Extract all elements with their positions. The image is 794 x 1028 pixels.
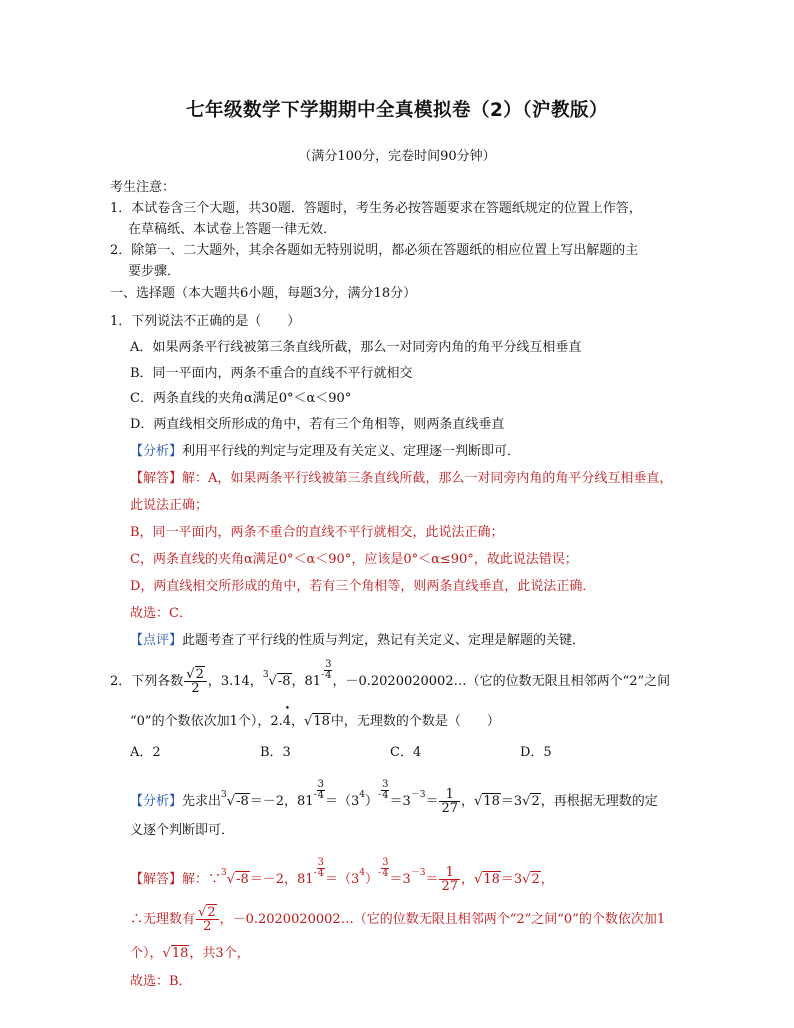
q2-answer-line-1: 【解答】解：∵$^3$√-8＝－2，81- $\frac{3}{4}$ $=(3^4)^-$ $\frac{3}{4}$ $=3^{-3}=$ $\frac{1}{27}$ ，√18＝3√2， [130,857,554,894]
sqrt-radicand: 2 [195,667,204,682]
analysis-h: ＝3 [500,794,523,809]
answer-g: ， [461,872,475,887]
frac-sqrt2-over-2: $\frac{√2}{2}$ [184,668,207,695]
answer-i: ， [540,872,554,887]
exp-denominator: 4 [317,868,324,879]
exp-numerator: 3 [317,857,324,868]
answer-f: ＝ [425,872,439,887]
sqrt-18: 18 [483,872,500,887]
comment-tag: 【点评】 [130,633,183,648]
sqrt-18: 18 [483,794,500,809]
frac-1-27 [439,866,460,893]
q1-answer-line-4: C，两条直线的夹角α满足0°＜α＜90°，应该是0°＜α≤90°，故此说法错误； [130,552,578,567]
notice-item-2-cont: 要步骤． [128,264,181,279]
q2-stem-l2-c: 中，无理数的个数是（ ） [330,714,500,729]
answer-b: ＝－2，81 [249,872,314,887]
exp-denominator: 4 [325,670,332,681]
notice-item-2: 2．除第一、二大题外，其余各题如无特别说明，都必须在答题纸的相应位置上写出解题的主 [110,243,639,258]
q1-answer-line-5: D，两直线相交所形成的角中，若有三个角相等，则两条直线垂直，此说法正确． [130,579,596,594]
q2-stem-l2-a: “0”的个数依次加1个），2. [130,714,283,729]
exp-numerator: 3 [382,857,389,868]
notice-label: 考生注意： [110,180,176,195]
analysis-d: ） [365,794,379,809]
q1-answer-line-2: 此说法正确； [130,498,209,513]
q2-choice: 故选：B． [130,974,192,989]
cube-root-radicand: -8 [236,872,249,887]
q2-stem-line-2: “0”的个数依次加1个），2.• 4，√18中，无理数的个数是（ ） [130,710,500,729]
exp-numerator: 3 [325,659,332,670]
analysis-tag: 【分析】 [130,794,183,809]
sqrt-18: 18 [171,946,189,961]
comment-text: 此题考查了平行线的性质与判定，熟记有关定义、定理是解题的关键． [182,633,586,648]
q2-option-c: C．4 [390,745,422,760]
q1-choice: 故选：C． [130,606,192,621]
page-subtitle: （满分100分，完卷时间90分钟） [298,149,496,164]
q1-analysis [130,440,520,459]
answer-l3-a: 个）， [130,946,163,961]
answer-a: 解：∵ [182,872,222,887]
answer-tag: 【解答】 [130,872,183,887]
sqrt-radicand: 2 [207,905,216,920]
q2-text-314: ，3.14， [207,674,263,689]
exp-sign: - [378,868,382,878]
cube-root-index: 3 [221,790,227,800]
answer-tag: 【解答】 [130,471,183,486]
analysis-b: ＝－2，81 [249,794,314,809]
exp-numerator: 3 [317,779,324,790]
frac-numerator: 1 [439,788,460,802]
sqrt-18: 18 [313,714,330,729]
analysis-c: ＝（3 [324,794,360,809]
exp-numerator: 3 [382,779,389,790]
frac-1-27 [439,788,460,815]
q2-option-a: A．2 [130,745,161,760]
notice-item-1-cont: 在草稿纸、本试卷上答题一律无效． [128,222,337,237]
answer-c: ＝（3 [324,872,360,887]
answer-text: 解：A，如果两条平行线被第三条直线所截，那么一对同旁内角的角平分线互相垂直， [182,471,673,486]
exp-denominator: 4 [382,790,389,801]
exp-sign: - [321,670,325,680]
page-title: 七年级数学下学期期中全真模拟卷（2）（沪教版） [185,100,609,121]
q2-options [130,741,650,760]
frac-denominator: 27 [441,801,459,816]
exp-denominator: 4 [317,790,324,801]
analysis-tag: 【分析】 [130,444,183,459]
analysis-i: ，再根据无理数的定 [540,794,658,809]
q1-answer-line-1 [130,467,672,486]
analysis-e: ＝3 [389,794,411,809]
sup-minus-3: －3 [410,868,426,878]
q1-option-b: B．同一平面内，两条不重合的直线不平行就相交 [130,366,413,381]
sup-4: 4 [359,868,365,878]
cube-root-index: 3 [221,868,227,878]
answer-l2-b: ，－0.2020020002…（它的位数无限且相邻两个“2”之间“0”的个数依次加1 [219,912,666,927]
q2-stem-prefix: 2．下列各数 [110,674,184,689]
answer-h: ＝3 [500,872,523,887]
frac-sqrt2-over-2: $\frac{√2}{2}$ [196,906,219,933]
q2-answer-line-2 [130,906,665,933]
q1-answer-line-3: B，同一平面内，两条不重合的直线不平行就相交，此说法正确； [130,525,504,540]
q2-stem-rest: ，－0.2020020002…（它的位数无限且相邻两个“2”之间 [332,674,671,689]
cube-root-index: 3 [262,670,269,680]
q2-stem-line-1: 2．下列各数 $\frac{√2}{2}$ ，3.14，$^3$√-8，81- $\frac{3}{4}$ ，－0.2020020002…（它的位数无限且相邻两个“2”之间 [110,659,671,696]
analysis-f: ＝ [425,794,439,809]
answer-d: ） [365,872,379,887]
q1-option-c: C．两条直线的夹角α满足0°＜α＜90° [130,391,352,406]
frac-denominator: 2 [203,919,212,934]
cube-root-radicand: -8 [236,794,249,809]
repeating-digit: • 4 [283,714,291,729]
frac-denominator: 27 [441,879,459,894]
q1-option-d: D．两直线相交所形成的角中，若有三个角相等，则两条直线垂直 [130,417,505,432]
analysis-text: 利用平行线的判定与定理及有关定义、定理逐一判断即可． [182,444,521,459]
q1-option-a: A．如果两条平行线被第三条直线所截，那么一对同旁内角的角平分线互相垂直 [130,340,582,355]
exp-sign: - [378,790,382,800]
frac-numerator: 1 [439,866,460,880]
sqrt-2: 2 [531,794,540,809]
exp-denominator: 4 [382,868,389,879]
section-heading: 一、选择题（本大题共6小题，每题3分，满分18分） [110,286,417,301]
answer-l3-b: ，共3个， [189,946,250,961]
exponent-fraction [317,780,325,801]
frac-denominator: 2 [191,681,200,696]
exp-sign: - [313,868,317,878]
q2-analysis-line-2: 义逐个判断即可． [130,823,235,838]
cube-root-radicand: -8 [277,674,291,689]
sup-4: 4 [359,790,365,800]
notice-item-1: 1．本试卷含三个大题，共30题．答题时，考生务必按答题要求在答题纸规定的位置上作答， [110,201,642,216]
q1-stem: 1．下列说法不正确的是（ ） [110,314,301,329]
q2-analysis-line-1: 【分析】先求出$^3$√-8＝－2，81- $\frac{3}{4}$ $=(3^4)^-$ $\frac{3}{4}$ $=3^{-3}=$ $\frac{1}{27}$ ，√18＝3√2，再根据无理数的定 [130,779,658,816]
q2-option-b: B．3 [260,745,291,760]
answer-l2-a: ∴无理数有 [130,912,196,927]
answer-e: ＝3 [389,872,411,887]
q2-option-d: D．5 [520,745,552,760]
exp-sign: - [313,790,317,800]
q2-stem-l2-b: ， [291,714,305,729]
q2-answer-line-3: 个），√18，共3个， [130,946,250,961]
q1-comment [130,629,585,648]
sup-minus-3: －3 [410,790,426,800]
sqrt-2: 2 [531,872,540,887]
analysis-g: ， [461,794,475,809]
base-81: ，81 [291,674,322,689]
analysis-a: 先求出 [182,794,222,809]
exponent-fraction [317,858,325,879]
